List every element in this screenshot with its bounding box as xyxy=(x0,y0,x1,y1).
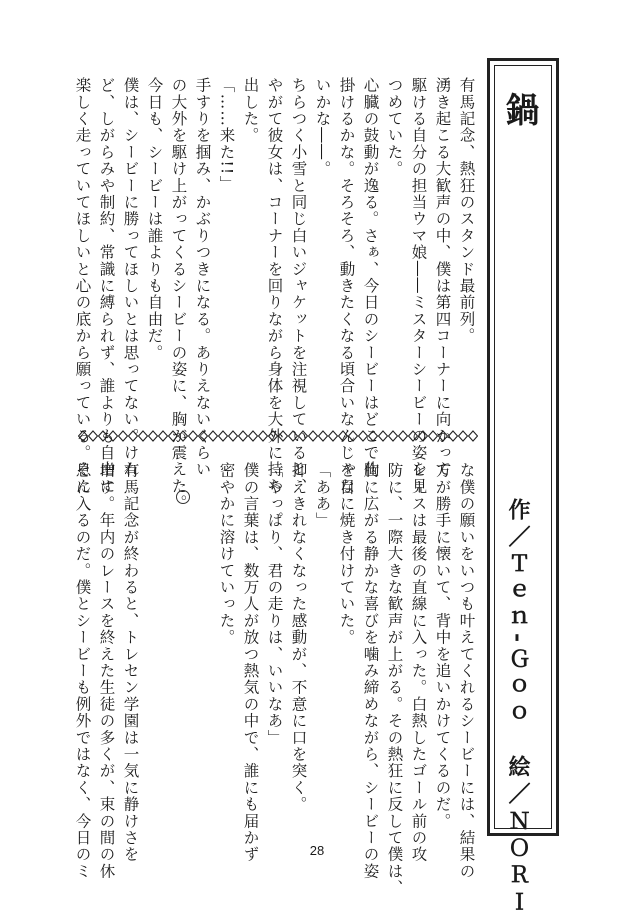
text-column: 湧き起こる大歓声の中、僕は第四コーナーに向かって xyxy=(433,77,452,478)
author-credit: 作／Ｔｅｎ‐Ｇｏｏ 絵／ＮＯＲＩ xyxy=(505,498,531,917)
text-column: 有馬記念、熱狂のスタンド最前列。 xyxy=(457,77,476,345)
text-column: 心臓の鼓動が逸る。さぁ、今日のシービーはどこで仕 xyxy=(361,77,380,478)
text-column: を目に焼き付けていた。 xyxy=(337,462,356,646)
text-column: 抑えきれなくなった感動が、不意に口を突く。 xyxy=(289,462,308,813)
text-column: ど、しがらみや制約、常識に縛られず、誰よりも自由に xyxy=(97,77,116,495)
text-column: 掛けるかな。そろそろ、動きたくなる頃合いなんじゃな xyxy=(337,77,356,495)
text-column: つめていた。 xyxy=(385,77,404,178)
text-column: 胸に広がる静かな喜びを噛み締めながら、シービーの姿 xyxy=(361,462,380,880)
text-column: 防に、一際大きな歓声が上がる。その熱狂に反して僕は、 xyxy=(385,462,404,897)
text-column: 「……来た!!」 xyxy=(217,77,236,193)
text-column: 手すりを掴み、かぶりつきになる。ありえないくらい xyxy=(193,77,212,478)
text-column: レースは最後の直線に入った。白熱したゴール前の攻 xyxy=(409,462,428,863)
text-column: やがて彼女は、コーナーを回りながら身体を大外に持ち xyxy=(265,77,284,495)
text-column: いかな――。 xyxy=(313,77,332,178)
text-column: の大外を駆け上がってくるシービーの姿に、胸が震えた。 xyxy=(169,77,188,512)
text-column: 「ああ」 xyxy=(313,462,332,529)
text-column: 出した。 xyxy=(241,77,260,144)
text-column: ちらつく小雪と同じ白いジャケットを注視していると、 xyxy=(289,77,308,495)
text-column: 僕の言葉は、数万人が放つ熱気の中で、誰にも届かず xyxy=(241,462,260,863)
text-column: 増す。年内のレースを終えた生徒の多くが、束の間の休 xyxy=(97,462,116,880)
text-column: 「やっぱり、君の走りは、いいなあ」 xyxy=(265,462,284,746)
text-column: 楽しく走っていてほしいと心の底から願っている。そん xyxy=(73,77,92,495)
text-column: 息に入るのだ。僕とシービーも例外ではなく、今日のミ xyxy=(73,462,92,880)
text-column: 駆ける自分の担当ウマ娘――ミスターシービーの姿を見 xyxy=(409,77,428,495)
text-column: 密やかに溶けていった。 xyxy=(217,462,236,646)
story-title: 鍋 xyxy=(499,92,539,126)
page-number: 28 xyxy=(309,843,325,858)
text-column: 今日も、シービーは誰よりも自由だ。 xyxy=(145,77,164,361)
text-column: 方が勝手に懐いて、背中を追いかけてくるのだ。 xyxy=(433,462,452,830)
text-column: 有馬記念が終わると、トレセン学園は一気に静けさを xyxy=(121,462,140,863)
text-column: な僕の願いをいつも叶えてくれるシービーには、結果の xyxy=(457,462,476,880)
text-column: 僕は、シービーに勝ってほしいとは思ってない。けれ xyxy=(121,77,140,478)
